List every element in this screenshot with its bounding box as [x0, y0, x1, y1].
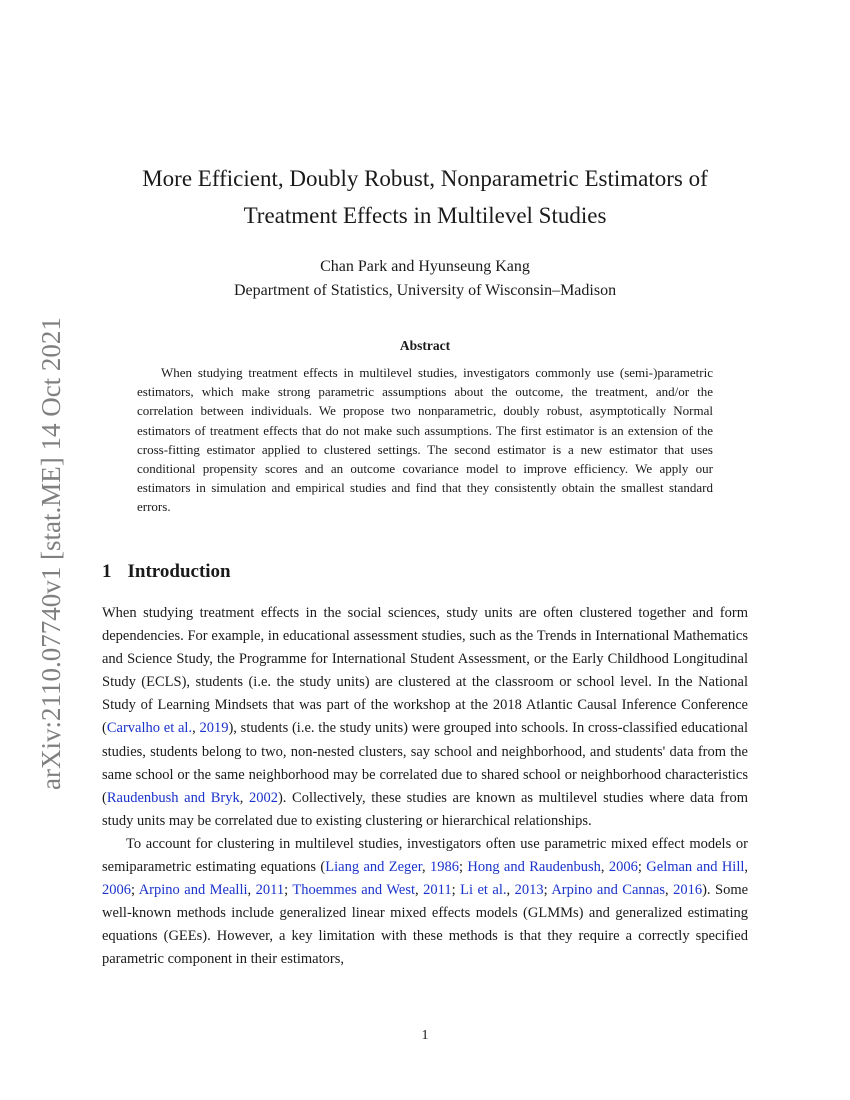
text-run: When studying treatment effects in the social sciences, study units are often clustered together and form dependencies. For example, in educational assessment studies, such as the Trends in International Mathematics and Science Study, the Programme for International Student Assessment, or the Early Childhood Longitudinal Study (ECLS), students (i.e. the study units) are clustered at the classroom or school level. In the National Study of Learning Mindsets that was part of the workshop at the 2018 Atlantic Causal Inference Conference (	[102, 605, 748, 737]
text-run: ,	[600, 859, 609, 876]
text-run: ,	[744, 859, 749, 876]
text-run: ;	[284, 882, 293, 899]
affiliation: Department of Statistics, University of Wisconsin–Madison	[233, 282, 617, 299]
section-heading	[102, 561, 231, 583]
arxiv-identifier: arXiv:2110.07740v1 [stat.ME] 14 Oct 2021	[36, 317, 66, 790]
abstract-heading: Abstract	[399, 338, 451, 353]
citation-link[interactable]: Thoemmes and West	[292, 882, 416, 899]
text-run: ,	[247, 882, 256, 899]
page-number: 1	[421, 1028, 429, 1043]
citation-link[interactable]: Arpino and Cannas	[551, 882, 665, 899]
citation-link[interactable]: Hong and Raudenbush	[467, 859, 601, 876]
citation-year-link[interactable]: 2006	[608, 859, 638, 876]
title-line-1: More Efficient, Doubly Robust, Nonparametric Estimators of	[142, 166, 708, 191]
citation-link[interactable]: Carvalho et al.	[106, 720, 193, 737]
text-run: ,	[664, 882, 674, 899]
citation-link[interactable]: Raudenbush and Bryk	[106, 789, 240, 806]
text-run: ). Collectively, these studies are known as multilevel studies where data from study units may be correlated due to existing clustering or hierarchical relationships.	[102, 789, 748, 829]
abstract-text: When studying treatment effects in multilevel studies, investigators commonly use (semi-)parametric estimators, which make strong parametric assumptions about the outcome, the treatment, and/or the correlation between individuals. We propose two nonparametric, doubly robust, asymptotically Normal estimators of treatment effects that do not make such assumptions. The first estimator is an extension of the cross-fitting estimator applied to clustered settings. The second estimator is a new estimator that uses conditional propensity scores and an outcome covariance model to improve efficiency. We apply our estimators in simulation and empirical studies and find that they consistently obtain the smallest standard errors.	[137, 365, 713, 515]
text-run: ,	[192, 720, 200, 737]
text-run: ,	[421, 859, 430, 876]
section-title: Introduction	[127, 561, 231, 582]
text-run: ), students (i.e. the study units) were grouped into schools. In cross-classified educational studies, students belong to two, non-nested clusters, say school and neighborhood, and students' data from the same school or the same neighborhood may be correlated due to shared school or neighborhood characteristics (	[102, 720, 748, 806]
paragraph-1	[102, 602, 748, 833]
citation-year-link[interactable]: 2011	[255, 882, 285, 899]
text-run: ). Some well-known methods include generalized linear mixed effects models (GLMMs) and generalized estimating equations (GEEs). However, a key limitation with these methods is that they require a correctly specified parametric component in their estimators,	[102, 882, 749, 968]
body-text	[102, 602, 748, 972]
citation-link[interactable]: Li et al.	[460, 882, 507, 899]
text-run: ,	[415, 882, 424, 899]
author-block	[100, 255, 750, 303]
citation-year-link[interactable]: 1986	[429, 859, 459, 876]
paper-title	[100, 160, 750, 234]
paragraph-2	[102, 833, 748, 972]
authors: Chan Park and Hyunseung Kang	[320, 258, 530, 275]
text-run: To account for clustering in multilevel studies, investigators often use parametric mixed effect models or semiparametric estimating equations (	[102, 835, 748, 876]
section-number: 1	[102, 561, 112, 582]
text-run: ;	[637, 859, 647, 876]
text-run: ;	[451, 882, 461, 899]
text-run: ;	[131, 882, 139, 899]
citation-year-link[interactable]: 2011	[423, 882, 452, 899]
citation-link[interactable]: Arpino and Mealli	[138, 882, 248, 899]
text-run: ,	[239, 789, 249, 806]
citation-year-link[interactable]: 2019	[199, 720, 229, 737]
citation-year-link[interactable]: 2006	[102, 882, 131, 899]
citation-link[interactable]: Gelman and Hill	[646, 859, 745, 876]
citation-year-link[interactable]: 2013	[514, 882, 544, 899]
citation-link[interactable]: Liang and Zeger	[325, 859, 422, 876]
citation-year-link[interactable]: 2016	[673, 882, 703, 899]
text-run: ,	[506, 882, 515, 899]
text-run: ;	[458, 859, 468, 876]
abstract	[137, 363, 713, 517]
text-run: ;	[543, 882, 552, 899]
title-line-2: Treatment Effects in Multilevel Studies	[243, 203, 607, 228]
citation-year-link[interactable]: 2002	[248, 789, 278, 806]
